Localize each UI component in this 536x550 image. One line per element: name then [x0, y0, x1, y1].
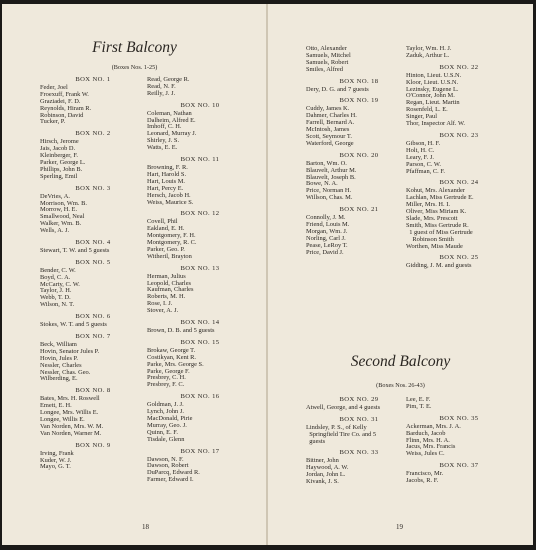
guest-name: Reynolds, Hiram R. [40, 104, 92, 112]
guest-name: Presbrey, F. C. [147, 381, 185, 389]
second-column-1 [306, 397, 412, 486]
box-heading: BOX NO. 12 [180, 210, 220, 218]
guest-name: Froexuff, Frank W. [40, 90, 89, 98]
box-heading: BOX NO. 20 [339, 151, 379, 159]
guest-name: Parke, Mrs. George S. [147, 360, 204, 368]
box-heading: BOX NO. 7 [75, 333, 111, 340]
box-heading: BOX NO. 24 [439, 179, 479, 187]
guest-name: Hinton, Lieut. U.S.N. [406, 71, 462, 79]
page-number-right: 19 [396, 523, 403, 531]
guest-name: Read, George R. [147, 76, 190, 83]
guest-name: Price, Norman H. [306, 187, 352, 195]
guest-name: Covell, Phil [147, 218, 178, 226]
guest-name: Presbrey, C. H. [147, 374, 186, 382]
guest-name: Gidding, J. M. and guests [406, 262, 472, 270]
guest-name: Weiss, Jules C. [406, 450, 445, 458]
guest-name: Hovin, Senator Jules P. [40, 347, 100, 355]
box-heading: BOX NO. 13 [180, 264, 220, 272]
guest-name: Morrow, H. E. [40, 206, 78, 214]
guest-name: Dawson, N. F. [147, 455, 184, 463]
guest-name: Tisdale, Glenn [147, 435, 185, 443]
guest-name: Dahmer, Charles H. [306, 112, 357, 120]
guest-name: Morgan, Wm. J. [306, 227, 348, 235]
guest-name: Browning, F. R. [147, 163, 188, 171]
guest-name: Pfaffman, C. F. [406, 167, 445, 175]
guest-name: Dery, D. G. and 7 guests [306, 85, 369, 93]
box-heading: BOX NO. 29 [339, 396, 379, 403]
guest-name: Lee, E. F. [406, 396, 431, 403]
guest-name: Herman, Julius [147, 272, 186, 280]
guest-name: MacDonald, Pirie [147, 414, 193, 422]
guest-name: Leary, F. J. [406, 153, 435, 161]
second-balcony-subtitle: (Boxes Nos. 26-43) [376, 382, 425, 389]
guest-name: Farmer, Edward I. [147, 476, 194, 484]
guest-name: Taylor, J. H. [40, 287, 72, 295]
guest-name: Willson, Chas. M. [306, 194, 353, 202]
guest-name: Jordan, John L. [306, 471, 346, 479]
guest-name: Parker, Geo. P. [147, 245, 185, 253]
guest-name: Bates, Mrs. H. Roswell [40, 395, 100, 403]
guest-name: Tucker, P. [40, 118, 66, 126]
guest-name: Jacus, Mrs. Francis [406, 443, 456, 451]
guest-name: Kleinberger, F. [40, 152, 78, 160]
guest-name: Flinn, Mrs. H. A. [406, 436, 450, 444]
guest-name: Feder, Joel [40, 83, 68, 91]
box-heading: BOX NO. 33 [339, 449, 379, 457]
guest-name: Mayo, G. T. [40, 463, 71, 471]
guest-name: Smith, Miss Gertrude R. [406, 221, 469, 229]
guest-name: Robinson Smith [406, 235, 454, 243]
first-balcony-title: First Balcony [92, 39, 177, 56]
guest-name: Webb, T. D. [40, 294, 71, 302]
guest-name: Kloor, Lieut. U.S.N. [406, 78, 459, 86]
box-heading: BOX NO. 2 [75, 130, 111, 138]
guest-name: Smiles, Alfred [306, 65, 343, 73]
guest-name: DuParcq, Edward R. [147, 469, 200, 477]
guest-name: Stokes, W. T. and 5 guests [40, 321, 107, 329]
guest-name: Jacobs, R. F. [406, 477, 439, 485]
guest-name: Roberts, M. H. [147, 293, 186, 301]
box-heading: BOX NO. 22 [439, 63, 479, 71]
guest-name: Miller, Mrs. H. I. [406, 201, 450, 209]
guest-name: O'Connor, John M. [406, 92, 455, 100]
guest-name: Irving, Frank [40, 449, 74, 457]
guest-name: Taylor, Wm. H. J. [406, 45, 452, 52]
left-column-1 [40, 77, 146, 471]
guest-name: Atwell, George, and 4 guests [306, 403, 381, 411]
guest-name: Parson, C. W. [406, 160, 441, 168]
guest-name: Price, David J. [306, 248, 344, 256]
box-heading: BOX NO. 16 [180, 393, 220, 401]
box-heading: BOX NO. 6 [75, 313, 111, 321]
guest-name: Francisco, Mr. [406, 470, 444, 478]
box-heading: BOX NO. 18 [339, 77, 379, 85]
guest-name: Wells, A. J. [40, 227, 70, 235]
guest-name: Gibson, H. F. [406, 139, 441, 147]
guest-name: Morrison, Wm. B. [40, 199, 87, 207]
guest-name: Montgomery, R. C. [147, 239, 197, 247]
first-balcony-subtitle: (Boxes Nos. 1-25) [111, 64, 158, 71]
guest-name: Oliver, Miss Miriam K. [406, 208, 467, 216]
guest-name: Coleman, Nathan [147, 109, 192, 117]
right-column-1 [306, 46, 412, 256]
guest-name: Boyd, C. A. [40, 273, 71, 281]
box-heading: BOX NO. 4 [75, 239, 111, 247]
guest-name: Robinson, David [40, 111, 84, 119]
box-heading: BOX NO. 17 [180, 447, 220, 455]
left-column-2 [147, 77, 253, 484]
guest-name: Van Norden, Warner M. [40, 429, 102, 437]
guest-name: DeVries, A. [40, 192, 70, 200]
box-heading: BOX NO. 23 [439, 131, 479, 139]
box-heading: BOX NO. 9 [75, 441, 111, 449]
guest-name: Bender, C. W. [40, 266, 76, 274]
guest-name: Kaufman, Charles [147, 286, 194, 294]
box-heading: BOX NO. 19 [339, 97, 379, 105]
box-heading: BOX NO. 15 [180, 338, 220, 346]
guest-name: Watts, E. E. [147, 144, 178, 152]
guest-name: Emett, E. H. [40, 402, 72, 410]
guest-name: Lindsley, P. S., of Kelly [306, 423, 367, 431]
guest-name: Wilson, N. T. [40, 301, 75, 309]
guest-name: Montgomery, F. H. [147, 232, 196, 240]
guest-name: Waterford, George [306, 139, 354, 147]
guest-name: Wilberding, E. [40, 375, 78, 383]
guest-name: Samuels, Mitchel [306, 51, 351, 59]
guest-name: Imhoff, C. H. [147, 123, 182, 131]
guest-name: Sperling, Emil [40, 172, 78, 180]
guest-name: Murray, Geo. J. [147, 421, 187, 429]
guest-name: Blauvelt, Arthur M. [306, 166, 357, 174]
page-number-left: 18 [142, 523, 149, 531]
guest-name: Hovin, Jules P. [40, 354, 78, 362]
guest-name: Shirley, J. S. [147, 137, 180, 145]
guest-name: Hart, Louis M. [147, 177, 185, 185]
guest-name: Cuddy, James K. [306, 105, 350, 113]
second-balcony-title: Second Balcony [350, 353, 451, 370]
guest-name: Rosenfeld, L. E. [406, 106, 448, 114]
guest-name: Springfield Tire Co. and 5 [306, 430, 377, 438]
guest-name: Quinn, E. F. [147, 428, 178, 436]
guest-name: Otto, Alexander [306, 45, 347, 52]
guest-name: Worthen, Miss Maude [406, 242, 463, 250]
guest-name: Eakland, E. H. [147, 225, 185, 233]
box-heading: BOX NO. 1 [75, 76, 111, 83]
guest-name: Dalheim, Alfred E. [147, 116, 196, 124]
guest-name: Rose, I. J. [147, 300, 173, 308]
guest-name: Barduch, Jacob [406, 429, 446, 437]
guest-name: Nessler, Charles [40, 361, 82, 369]
guest-name: Zaduk, Arthur L. [406, 51, 450, 59]
guest-name: Kuder, W. J. [40, 456, 72, 464]
guest-name: Leonard, Murray J. [147, 130, 197, 138]
box-heading: BOX NO. 8 [75, 387, 111, 395]
guest-name: Barton, Wm. O. [306, 159, 347, 167]
guest-name: Hersch, Jacob H. [147, 191, 191, 199]
guest-name: Hart, Percy E. [147, 184, 184, 192]
guest-name: Smallwood, Neal [40, 213, 85, 221]
guest-name: Leopold, Charles [147, 279, 192, 287]
guest-name: Samuels, Robert [306, 58, 349, 66]
guest-name: Haywood, A. W. [306, 464, 349, 472]
guest-name: Regan, Lieut. Martin [406, 99, 460, 107]
guest-name: Kohut, Mrs. Alexander [406, 187, 465, 195]
guest-name: Brokaw, George T. [147, 346, 196, 354]
guest-name: Holt, H. C. [406, 146, 435, 154]
guest-name: Singer, Paul [406, 113, 437, 121]
box-heading: BOX NO. 25 [439, 254, 479, 262]
guest-name: Norling, Carl J. [306, 234, 346, 242]
guest-name: Lezinsky, Eugene L. [406, 85, 459, 93]
guest-name: Dawson, Robert [147, 462, 189, 470]
box-heading: BOX NO. 35 [439, 414, 479, 422]
guest-name: Bittner, John [306, 457, 339, 465]
guest-name: Blauvelt, Joseph B. [306, 173, 356, 181]
guest-name: guests [306, 437, 326, 445]
guest-name: Nessler, Chas. Geo. [40, 368, 91, 376]
box-heading: BOX NO. 3 [75, 184, 111, 192]
guest-name: Goldman, J. J. [147, 401, 184, 409]
guest-name: McIntosh, James [306, 126, 350, 134]
right-column-2 [406, 46, 512, 270]
guest-name: Brown, D. B. and 5 guests [147, 327, 215, 334]
guest-name: Stewart, T. W. and 5 guests [40, 246, 110, 254]
box-heading: BOX NO. 21 [339, 206, 379, 214]
guest-name: Thor, Inspector Alf. W. [406, 120, 466, 128]
guest-name: Beck, William [40, 340, 77, 348]
guest-name: Phillips, John B. [40, 165, 83, 173]
guest-name: Witheril, Brayton [147, 252, 192, 260]
guest-name: Walker, Wm. B. [40, 220, 82, 228]
second-column-2 [406, 397, 512, 485]
left-page [2, 4, 267, 545]
guest-name: Van Norden, Mrs. W. M. [40, 422, 104, 430]
guest-name: Scott, Seymour T. [306, 132, 352, 140]
guest-name: Parke, George F. [147, 367, 190, 375]
guest-name: McCarty, C. W. [40, 280, 80, 288]
guest-name: Kivank, J. S. [306, 478, 339, 486]
guest-name: Pease, LeRoy T. [306, 241, 348, 249]
guest-name: Weiss, Maurice S. [147, 198, 194, 206]
guest-name: Reilly, J. J. [147, 89, 176, 97]
box-heading: BOX NO. 14 [180, 319, 220, 327]
box-heading: BOX NO. 31 [339, 415, 379, 423]
right-page [268, 4, 533, 545]
guest-name: Costikyan, Kent R. [147, 353, 196, 361]
guest-name: Graziadei, F. D. [40, 97, 81, 105]
guest-name: Pim, T. E. [406, 402, 432, 410]
guest-name: Hirsch, Jerome [40, 138, 79, 146]
guest-name: 1 guest of Miss Gertrude [406, 228, 473, 236]
guest-name: Ackerman, Mrs. J. A. [406, 422, 461, 430]
guest-name: Connolly, J. M. [306, 214, 346, 222]
box-heading: BOX NO. 11 [180, 156, 220, 164]
box-heading: BOX NO. 10 [180, 101, 220, 109]
guest-name: Longee, Mrs. Willis E. [40, 409, 99, 417]
guest-name: Stover, A. J. [147, 307, 179, 315]
guest-name: Parker, George L. [40, 158, 86, 166]
guest-name: Read, N. F. [147, 82, 176, 90]
box-heading: BOX NO. 5 [75, 258, 111, 266]
guest-name: Longee, Willis E. [40, 415, 85, 423]
guest-name: Slade, Mrs. Prescott [406, 214, 458, 222]
guest-name: Lynch, John J. [147, 408, 184, 416]
guest-name: Jais, Jacob D. [40, 145, 76, 153]
guest-name: Hart, Harold S. [147, 170, 187, 178]
box-heading: BOX NO. 37 [439, 462, 479, 470]
guest-name: Friend, Louis M. [306, 220, 350, 228]
guest-name: Lachlan, Miss Gertrude E. [406, 194, 474, 202]
guest-name: Bowe, N. A. [306, 180, 338, 188]
guest-name: Farrell, Bernard A. [306, 119, 355, 127]
